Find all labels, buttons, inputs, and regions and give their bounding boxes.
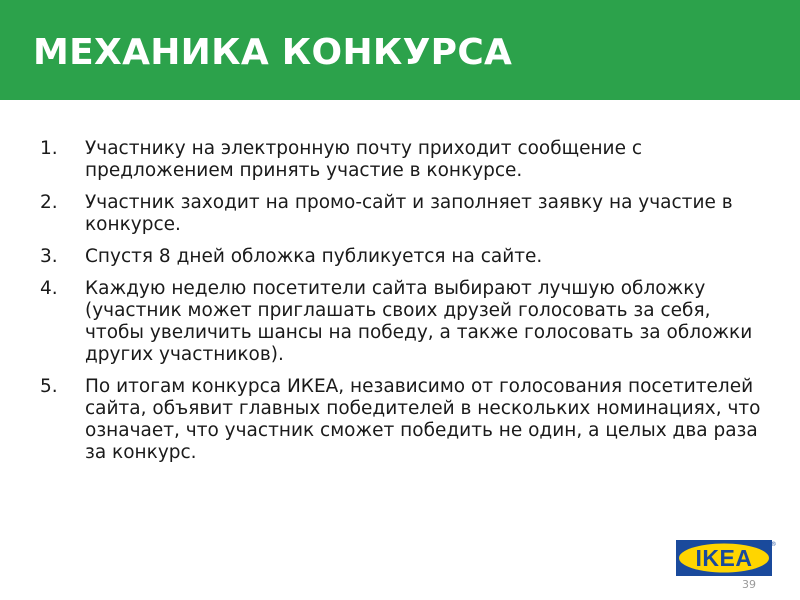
logo-text: IKEA bbox=[695, 545, 753, 571]
header-bar bbox=[0, 0, 800, 100]
list-item bbox=[40, 192, 770, 236]
page-number: 39 bbox=[742, 578, 756, 591]
list-item bbox=[40, 376, 770, 464]
list-item bbox=[40, 138, 770, 182]
step-text: По итогам конкурса ИКЕА, независимо от голосования посетителей сайта, объявит главных победителей в нескольких номинациях, что означает, что участник сможет победить не один, а целых два раза за конкурс. bbox=[85, 376, 761, 463]
registered-mark: ® bbox=[770, 541, 776, 548]
step-text: Участник заходит на промо-сайт и заполняет заявку на участие в конкурсе. bbox=[85, 192, 733, 235]
step-text: Участнику на электронную почту приходит сообщение с предложением принять участие в конкурсе. bbox=[85, 138, 643, 181]
list-item bbox=[40, 246, 770, 268]
step-number: 3. bbox=[40, 246, 58, 267]
step-text: Каждую неделю посетители сайта выбирают лучшую обложку (участник может приглашать своих друзей голосовать за себя, чтобы увеличить шансы на победу, а также голосовать за обложки других участников). bbox=[85, 278, 753, 365]
step-text: Спустя 8 дней обложка публикуется на сайте. bbox=[85, 246, 543, 267]
steps-list bbox=[40, 138, 770, 474]
step-number: 2. bbox=[40, 192, 58, 213]
list-item bbox=[40, 278, 770, 366]
step-number: 5. bbox=[40, 376, 58, 397]
step-number: 4. bbox=[40, 278, 58, 299]
ikea-logo bbox=[676, 540, 776, 576]
step-number: 1. bbox=[40, 138, 58, 159]
slide-title: МЕХАНИКА КОНКУРСА bbox=[33, 32, 513, 73]
